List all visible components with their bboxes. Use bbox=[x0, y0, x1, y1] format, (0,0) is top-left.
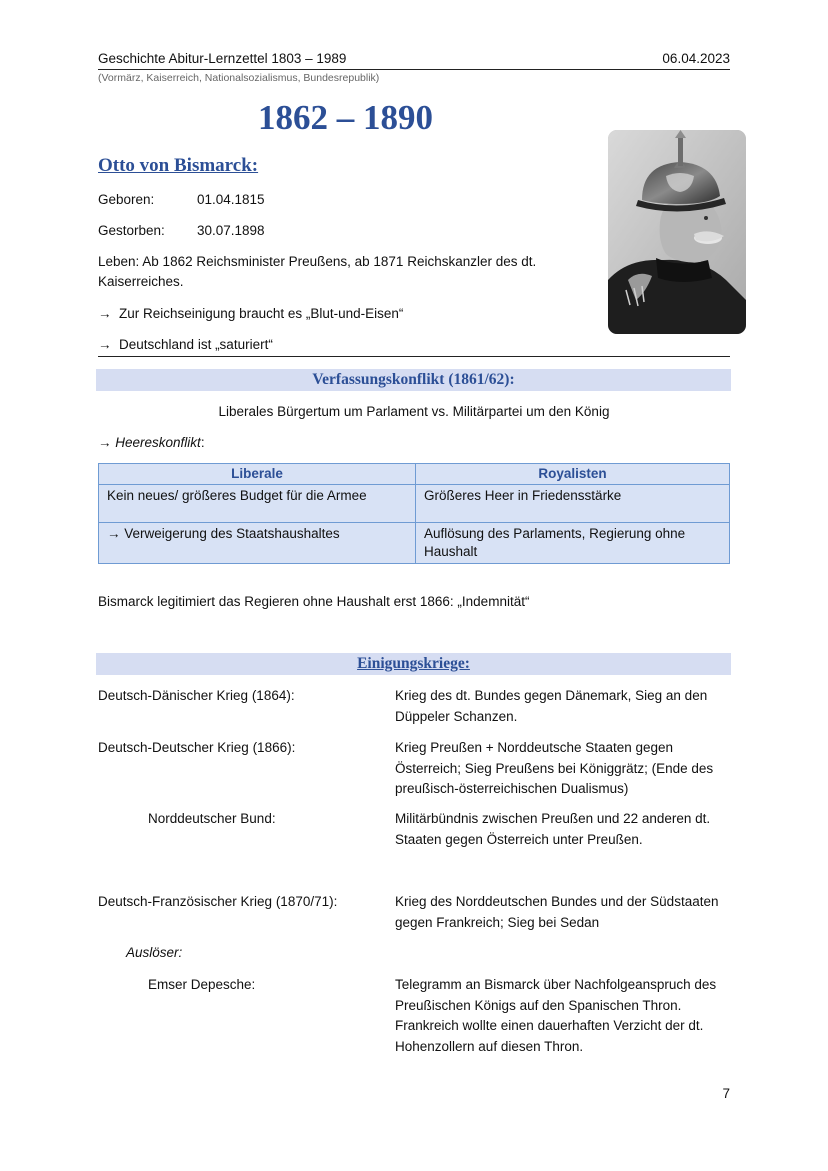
document-date: 06.04.2023 bbox=[662, 51, 730, 66]
born-value: 01.04.1815 bbox=[197, 192, 265, 207]
arrow-item-saturiert bbox=[98, 337, 273, 352]
war-desc-nb bbox=[395, 809, 735, 850]
died-value: 30.07.1898 bbox=[197, 223, 265, 238]
desc-line: Militärbündnis zwischen Preußen und 22 anderen dt. bbox=[395, 811, 711, 826]
war-label-ddk: Deutsch-Deutscher Krieg (1866): bbox=[98, 740, 296, 755]
war-desc-dd bbox=[395, 686, 735, 727]
desc-line: preußisch-österreichischen Dualismus) bbox=[395, 781, 629, 796]
document-subtitle: (Vormärz, Kaiserreich, Nationalsozialismus, Bundesrepublik) bbox=[98, 72, 380, 84]
war-desc-ddk bbox=[395, 738, 735, 800]
page-number: 7 bbox=[722, 1086, 730, 1101]
war-label-df: Deutsch-Französischer Krieg (1870/71): bbox=[98, 894, 338, 909]
document-title: Geschichte Abitur-Lernzettel 1803 – 1989 bbox=[98, 51, 347, 66]
bismarck-portrait-image bbox=[608, 130, 746, 334]
portrait-illustration bbox=[608, 130, 746, 334]
heereskonflikt-label: Heereskonflikt bbox=[115, 435, 201, 450]
table-header-row bbox=[99, 464, 730, 485]
life-line-1: Leben: Ab 1862 Reichsminister Preußens, ab 1871 Reichskanzler des dt. bbox=[98, 254, 537, 269]
born-label: Geboren: bbox=[98, 192, 155, 207]
arrow-item-blut-eisen bbox=[98, 306, 403, 321]
table-cell bbox=[99, 523, 416, 564]
desc-line: Telegramm an Bismarck über Nachfolgeanspruch des bbox=[395, 977, 717, 992]
ausloeser-label: Auslöser: bbox=[126, 945, 183, 960]
bismarck-heading: Otto von Bismarck: bbox=[98, 155, 259, 176]
desc-line: Frankreich wollte einen dauerhaften Verzicht der dt. bbox=[395, 1018, 704, 1033]
table-header-royalisten: Royalisten bbox=[416, 464, 730, 485]
section-rule bbox=[98, 356, 730, 357]
war-desc-df bbox=[395, 892, 735, 933]
desc-line: Preußischen Königs auf den Spanischen Thron. bbox=[395, 997, 682, 1013]
desc-line: Düppeler Schanzen. bbox=[395, 708, 518, 724]
arrow-item-text: Deutschland ist „saturiert“ bbox=[119, 337, 273, 352]
heereskonflikt-line bbox=[98, 435, 205, 450]
war-label-dd: Deutsch-Dänischer Krieg (1864): bbox=[98, 688, 295, 703]
desc-line: Krieg Preußen + Norddeutsche Staaten gegen bbox=[395, 740, 674, 755]
war-label-emser: Emser Depesche: bbox=[148, 977, 256, 992]
header-rule bbox=[98, 69, 730, 70]
desc-line: Staaten gegen Österreich unter Preußen. bbox=[395, 831, 643, 847]
desc-line: gegen Frankreich; Sieg bei Sedan bbox=[395, 914, 600, 930]
war-label-nb: Norddeutscher Bund: bbox=[148, 811, 276, 826]
table-header-liberale: Liberale bbox=[99, 464, 416, 485]
died-label: Gestorben: bbox=[98, 223, 165, 238]
arrow-icon: → bbox=[98, 337, 112, 352]
indemnitaet-line: Bismarck legitimiert das Regieren ohne Haushalt erst 1866: „Indemnität“ bbox=[98, 594, 530, 609]
table-row bbox=[99, 485, 730, 523]
verfassung-summary: Liberales Bürgertum um Parlament vs. Militärpartei um den König bbox=[218, 404, 610, 419]
arrow-icon: → bbox=[98, 435, 112, 450]
desc-line: Hohenzollern auf diesen Thron. bbox=[395, 1038, 584, 1054]
table-cell: Kein neues/ größeres Budget für die Armee bbox=[99, 485, 416, 523]
section-years-heading: 1862 – 1890 bbox=[258, 98, 433, 137]
table-row bbox=[99, 523, 730, 564]
table-cell: Auflösung des Parlaments, Regierung ohne Haushalt bbox=[416, 523, 730, 564]
desc-line: Krieg des dt. Bundes gegen Dänemark, Sieg an den bbox=[395, 688, 708, 703]
konflikt-table bbox=[98, 463, 730, 564]
table-cell: Größeres Heer in Friedensstärke bbox=[416, 485, 730, 523]
heereskonflikt-colon: : bbox=[200, 435, 205, 450]
einigungskriege-heading: Einigungskriege: bbox=[96, 653, 731, 675]
table-cell-text: Verweigerung des Staatshaushaltes bbox=[124, 526, 340, 541]
life-line-2: Kaiserreiches. bbox=[98, 274, 184, 289]
verfassungskonflikt-heading: Verfassungskonflikt (1861/62): bbox=[96, 369, 731, 391]
arrow-item-text: Zur Reichseinigung braucht es „Blut-und-Eisen“ bbox=[119, 306, 404, 321]
arrow-icon: → bbox=[107, 526, 121, 541]
desc-line: Krieg des Norddeutschen Bundes und der Südstaaten bbox=[395, 894, 719, 909]
desc-line: Österreich; Sieg Preußens bei Königgrätz; (Ende des bbox=[395, 760, 714, 776]
arrow-icon: → bbox=[98, 306, 112, 321]
war-desc-emser bbox=[395, 975, 735, 1057]
